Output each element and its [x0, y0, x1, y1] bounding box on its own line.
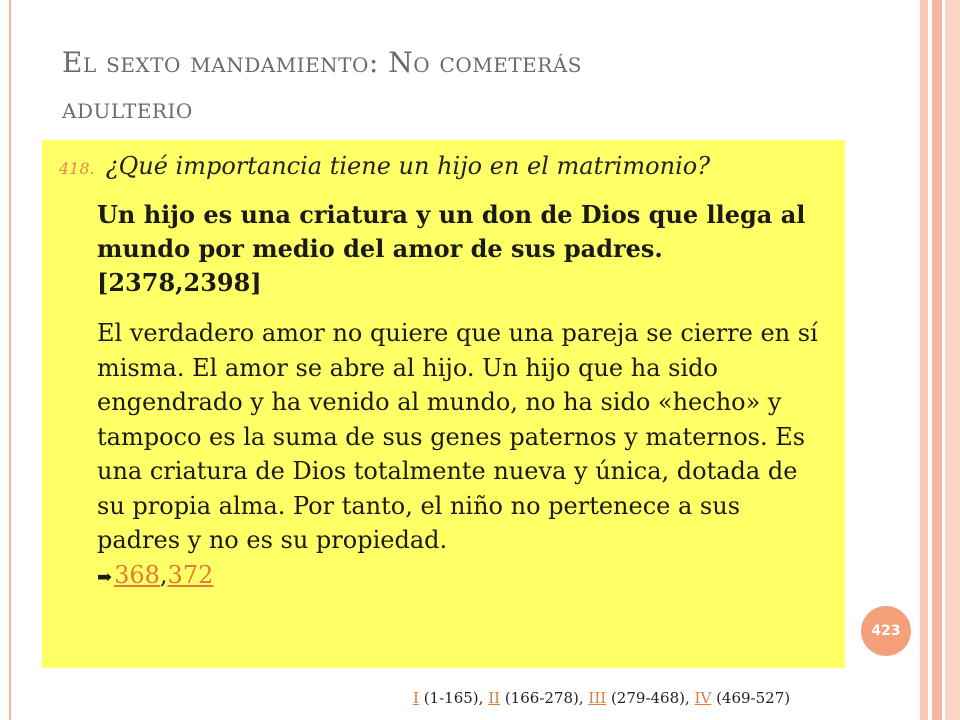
left-border-line — [9, 0, 11, 720]
question-row — [59, 152, 710, 180]
arrow-right-icon: ➡ — [97, 566, 113, 588]
page-number-badge: 423 — [861, 606, 911, 656]
footer-link-part-4[interactable]: IV — [694, 689, 712, 707]
footer-navigation — [413, 689, 790, 707]
footer-link-part-2[interactable]: II — [488, 689, 501, 707]
cross-references — [97, 561, 213, 589]
question-number: 418. — [59, 159, 95, 178]
slide-title — [62, 40, 842, 132]
title-line-1: El sexto mandamiento: No cometerás — [62, 46, 582, 79]
answer-text: Un hijo es una criatura y un don de Dios que llega al mundo por medio del amor de sus padres. [2378,2398] — [97, 200, 806, 297]
footer-link-part-3[interactable]: III — [588, 689, 607, 707]
footer-range-3: (279-468), — [606, 689, 695, 707]
title-line-2: adulterio — [62, 92, 193, 125]
decorative-stripes — [920, 0, 960, 720]
footer-range-4: (469-527) — [711, 689, 791, 707]
ref-link-368[interactable]: 368 — [114, 560, 160, 589]
question-text: ¿Qué importancia tiene un hijo en el matrimonio? — [105, 152, 711, 180]
content-box — [42, 140, 845, 668]
body-paragraph — [97, 316, 827, 595]
footer-range-1: (1-165), — [418, 689, 489, 707]
footer-range-2: (166-278), — [500, 689, 589, 707]
footer-link-part-1[interactable]: I — [413, 689, 419, 707]
ref-link-372[interactable]: 372 — [167, 560, 214, 589]
ref-separator: , — [159, 560, 168, 589]
body-text: El verdadero amor no quiere que una pareja se cierre en sí misma. El amor se abre al hijo. Un hijo que ha sido engendrado y ha venido al mundo, no ha sido «hecho» y tampoco es la suma de sus genes paternos y maternos. Es una criatura de Dios totalmente nueva y única, dotada de su propia alma. Por tanto, el niño no pertenece a sus padres y no es su propiedad. — [97, 319, 818, 554]
